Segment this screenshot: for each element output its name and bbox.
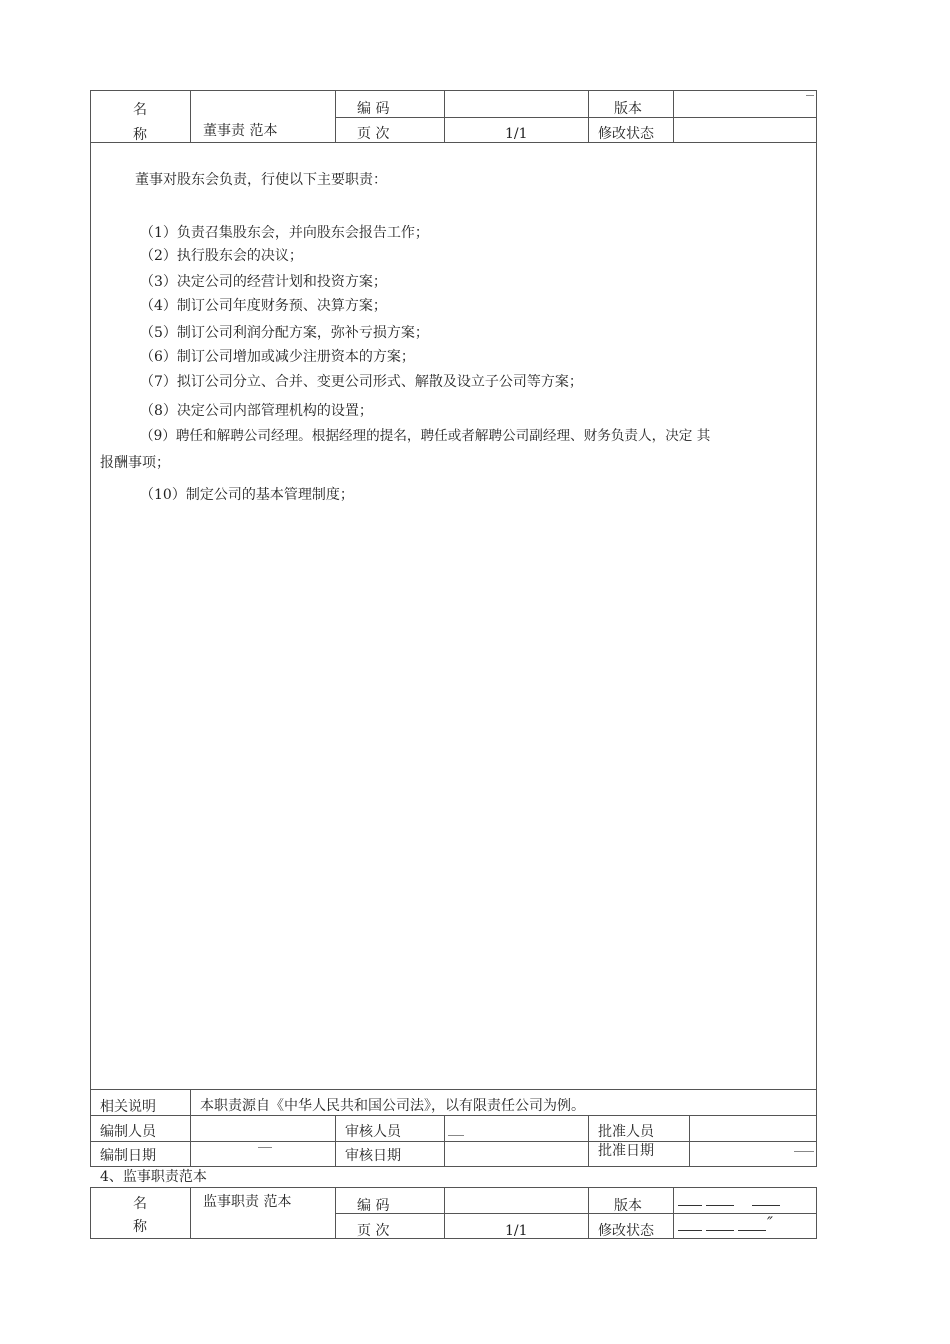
duty-item: （5）制订公司利润分配方案，弥补亏损方案； (140, 325, 429, 341)
doc-name: 监事职责 范本 (203, 1194, 292, 1210)
blank-mark (706, 1230, 734, 1231)
version-label: 版本 (614, 1198, 642, 1214)
page-value: 1/1 (505, 1223, 528, 1239)
duty-item: （2）执行股东会的决议； (140, 248, 303, 264)
blank-mark (794, 1151, 814, 1152)
reviewer-label: 审核人员 (345, 1124, 401, 1140)
duty-item: （3）决定公司的经营计划和投资方案； (140, 274, 387, 290)
name-label-char1: 名 (133, 102, 147, 118)
page-label: 页 次 (357, 1223, 390, 1239)
duty-item: （1）负责召集股东会，并向股东会报告工作； (140, 225, 429, 241)
code-label: 编 码 (357, 1198, 390, 1214)
section-heading: 4、监事职责范本 (100, 1169, 207, 1185)
duty-item-continuation: 报酬事项； (100, 455, 170, 471)
code-label: 编 码 (357, 101, 390, 117)
doc-name: 董事责 范本 (203, 123, 278, 139)
note-label: 相关说明 (100, 1099, 156, 1115)
version-label: 版本 (614, 101, 642, 117)
name-label-char1: 名 (133, 1196, 147, 1212)
blank-mark (678, 1230, 702, 1231)
duty-item: （4）制订公司年度财务预、决算方案； (140, 298, 387, 314)
name-label-char2: 称 (133, 1219, 147, 1235)
blank-mark (678, 1205, 702, 1206)
review-date-label: 审核日期 (345, 1148, 401, 1164)
page-label: 页 次 (357, 126, 390, 142)
edit-date-label: 编制日期 (100, 1148, 156, 1164)
blank-mark (752, 1205, 780, 1206)
blank-mark (448, 1135, 464, 1136)
editor-label: 编制人员 (100, 1124, 156, 1140)
duty-item: （10）制定公司的基本管理制度； (140, 487, 354, 503)
approver-label: 批准人员 (598, 1124, 654, 1140)
duty-item: （8）决定公司内部管理机构的设置； (140, 403, 373, 419)
corner-mark (806, 95, 814, 96)
name-label-char2: 称 (133, 127, 147, 143)
blank-mark (738, 1230, 766, 1231)
blank-mark (258, 1147, 272, 1148)
duty-item: （6）制订公司增加或减少注册资本的方案； (140, 349, 415, 365)
status-mark: ″ (767, 1213, 773, 1232)
approve-date-label: 批准日期 (598, 1143, 654, 1159)
status-label: 修改状态 (598, 1223, 654, 1239)
note-text: 本职责源自《中华人民共和国公司法》，以有限责任公司为例。 (200, 1098, 585, 1114)
intro-text: 董事对股东会负责，行使以下主要职责： (135, 172, 387, 188)
duty-item: （9）聘任和解聘公司经理。根据经理的提名，聘任或者解聘公司副经理、财务负责人，决定 其 (140, 428, 711, 444)
page-value: 1/1 (505, 126, 528, 142)
status-label: 修改状态 (598, 126, 654, 142)
duty-item: （7）拟订公司分立、合并、变更公司形式、解散及设立子公司等方案； (140, 374, 583, 390)
blank-mark (706, 1205, 734, 1206)
